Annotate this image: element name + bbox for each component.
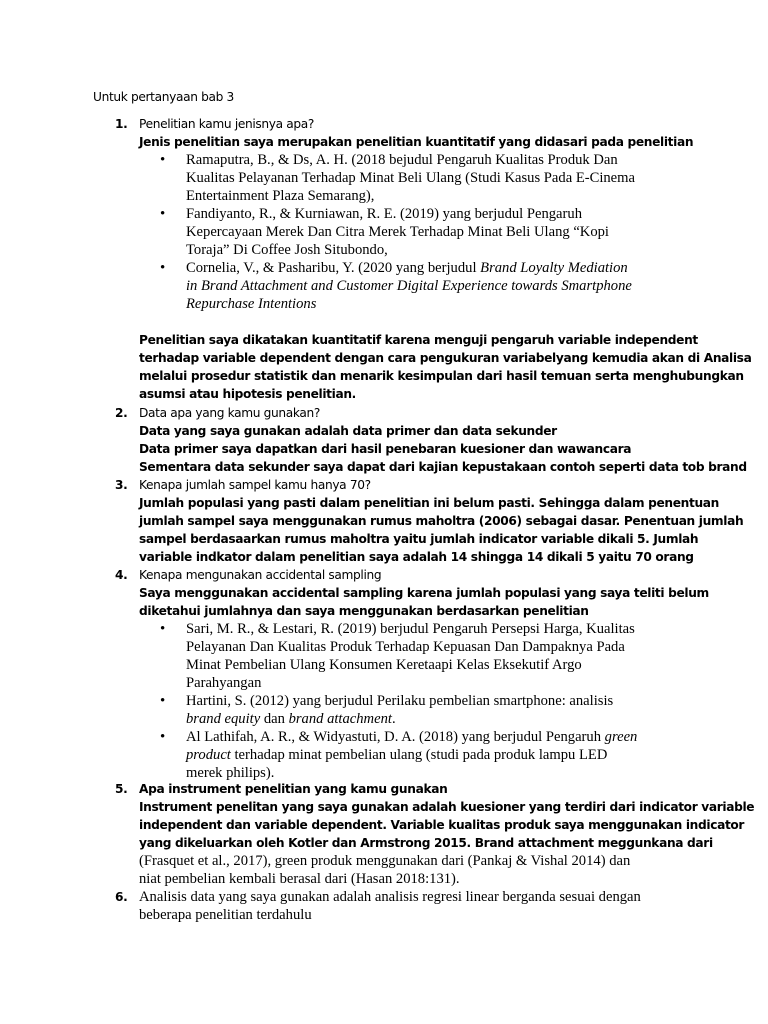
reference-line: Parahyangan (186, 675, 262, 691)
bullet-icon: • (160, 621, 166, 637)
question-text: Data apa yang kamu gunakan? (139, 406, 321, 420)
reference-title: Brand Loyalty Mediation (480, 260, 628, 276)
reference-item (139, 151, 655, 205)
explanation-line: melalui prosedur statistik dan menarik kesimpulan dari hasil temuan serta menghubungkan (139, 369, 744, 383)
reference-line: Pelayanan Dan Kualitas Produk Terhadap Kepuasan Dan Dampaknya Pada (186, 639, 625, 655)
reference-title: in Brand Attachment and Customer Digital Experience towards Smartphone (186, 278, 632, 294)
reference-line: Fandiyanto, R., & Kurniawan, R. E. (2019) yang berjudul Pengaruh (186, 206, 582, 222)
question-5 (115, 780, 755, 888)
reference-term: brand equity (186, 711, 261, 727)
bullet-icon: • (160, 206, 166, 222)
reference-item (139, 205, 655, 259)
answer-line: Analisis data yang saya gunakan adalah analisis regresi linear berganda sesuai dengan (139, 889, 641, 905)
reference-text: . (391, 711, 396, 727)
answer-line: jumlah sampel saya menggunakan rumus maholtra (2006) sebagai dasar. Penentuan jumlah (139, 514, 744, 528)
question-text: Kenapa mengunakan accidental sampling (139, 568, 382, 582)
question-number: 6. (115, 890, 128, 904)
answer-line: (Frasquet et al., 2017), green produk menggunakan dari (Pankaj & Vishal 2014) dan (139, 853, 631, 869)
answer-line: Sementara data sekunder saya dapat dari kajian kepustakaan contoh seperti data tob brand (139, 460, 747, 474)
answer-line: variable indkator dalam penelitian saya adalah 14 shingga 14 dikali 5 yaitu 70 orang (139, 550, 694, 564)
question-number: 1. (115, 117, 128, 131)
answer-line: Jumlah populasi yang pasti dalam penelitian ini belum pasti. Sehingga dalam penentuan (139, 496, 719, 510)
bullet-icon: • (160, 693, 166, 709)
explanation-line: terhadap variable dependent dengan cara pengukuran variabelyang kemudia akan di Analisa (139, 351, 752, 365)
reference-term: brand attachment (288, 711, 392, 727)
reference-line: Entertainment Plaza Semarang), (186, 188, 375, 204)
question-3 (115, 476, 744, 566)
question-text: Apa instrument penelitian yang kamu gunakan (139, 782, 448, 796)
reference-line: Sari, M. R., & Lestari, R. (2019) berjudul Pengaruh Persepsi Harga, Kualitas (186, 621, 635, 637)
reference-line: Toraja” Di Coffee Josh Situbondo, (186, 242, 388, 258)
question-text: Kenapa jumlah sampel kamu hanya 70? (139, 478, 371, 492)
explanation (139, 331, 752, 403)
reference-term: green (604, 729, 638, 745)
question-6 (115, 888, 655, 924)
bullet-icon: • (160, 260, 166, 276)
reference-term: product (186, 747, 231, 763)
reference-item (139, 728, 655, 782)
reference-line: Kualitas Pelayanan Terhadap Minat Beli Ulang (Studi Kasus Pada E-Cinema (186, 170, 635, 186)
answer-line: sampel berdasaarkan rumus maholtra yaitu jumlah indicator variable dikali 5. Jumlah (139, 532, 699, 546)
answer-line: beberapa penelitian terdahulu (139, 907, 312, 923)
question-1 (115, 115, 752, 403)
answer-line: diketahui jumlahnya dan saya menggunakan berdasarkan penelitian (139, 604, 589, 618)
question-number: 5. (115, 782, 128, 796)
bullet-icon: • (160, 729, 166, 745)
reference-line: Ramaputra, B., & Ds, A. H. (2018 bejudul Pengaruh Kualitas Produk Dan (186, 152, 618, 168)
answer-line: yang dikeluarkan oleh Kotler dan Armstrong 2015. Brand attachment meggunkana dari (139, 836, 713, 850)
question-number: 3. (115, 478, 128, 492)
reference-line: merek philips). (186, 765, 275, 781)
explanation-line: asumsi atau hipotesis penelitian. (139, 387, 356, 401)
page-heading: Untuk pertanyaan bab 3 (93, 90, 234, 104)
answer-line: Instrument penelitan yang saya gunakan adalah kuesioner yang terdiri dari indicator variable (139, 800, 755, 814)
question-number: 4. (115, 568, 128, 582)
question-text: Penelitian kamu jenisnya apa? (139, 117, 315, 131)
reference-text: Cornelia, V., & Pasharibu, Y. (2020 yang berjudul (186, 260, 481, 276)
answer-line: Data yang saya gunakan adalah data primer dan data sekunder (139, 424, 557, 438)
reference-line: Hartini, S. (2012) yang berjudul Perilaku pembelian smartphone: analisis (186, 693, 614, 709)
answer-line: independent dan variable dependent. Variable kualitas produk saya menggunakan indicator (139, 818, 745, 832)
answer-line: niat pembelian kembali berasal dari (Hasan 2018:131). (139, 871, 460, 887)
answer-line: Saya menggunakan accidental sampling karena jumlah populasi yang saya teliti belum (139, 586, 709, 600)
question-number: 2. (115, 406, 128, 420)
reference-item (139, 259, 655, 313)
answer-line: Jenis penelitian saya merupakan penelitian kuantitatif yang didasari pada penelitian (139, 135, 694, 149)
explanation-line: Penelitian saya dikatakan kuantitatif karena menguji pengaruh variable independent (139, 333, 698, 347)
reference-text: terhadap minat pembelian ulang (studi pada produk lampu LED (230, 747, 608, 763)
reference-text: dan (260, 711, 289, 727)
question-4 (115, 566, 709, 782)
question-2 (115, 404, 747, 476)
bullet-icon: • (160, 152, 166, 168)
reference-item (139, 620, 655, 692)
reference-item (139, 692, 655, 728)
reference-line: Kepercayaan Merek Dan Citra Merek Terhadap Minat Beli Ulang “Kopi (186, 224, 609, 240)
reference-line: Minat Pembelian Ulang Konsumen Keretaapi Kelas Eksekutif Argo (186, 657, 582, 673)
answer-line: Data primer saya dapatkan dari hasil penebaran kuesioner dan wawancara (139, 442, 632, 456)
reference-title: Repurchase Intentions (186, 296, 317, 312)
reference-text: Al Lathifah, A. R., & Widyastuti, D. A. (2018) yang berjudul Pengaruh (186, 729, 605, 745)
